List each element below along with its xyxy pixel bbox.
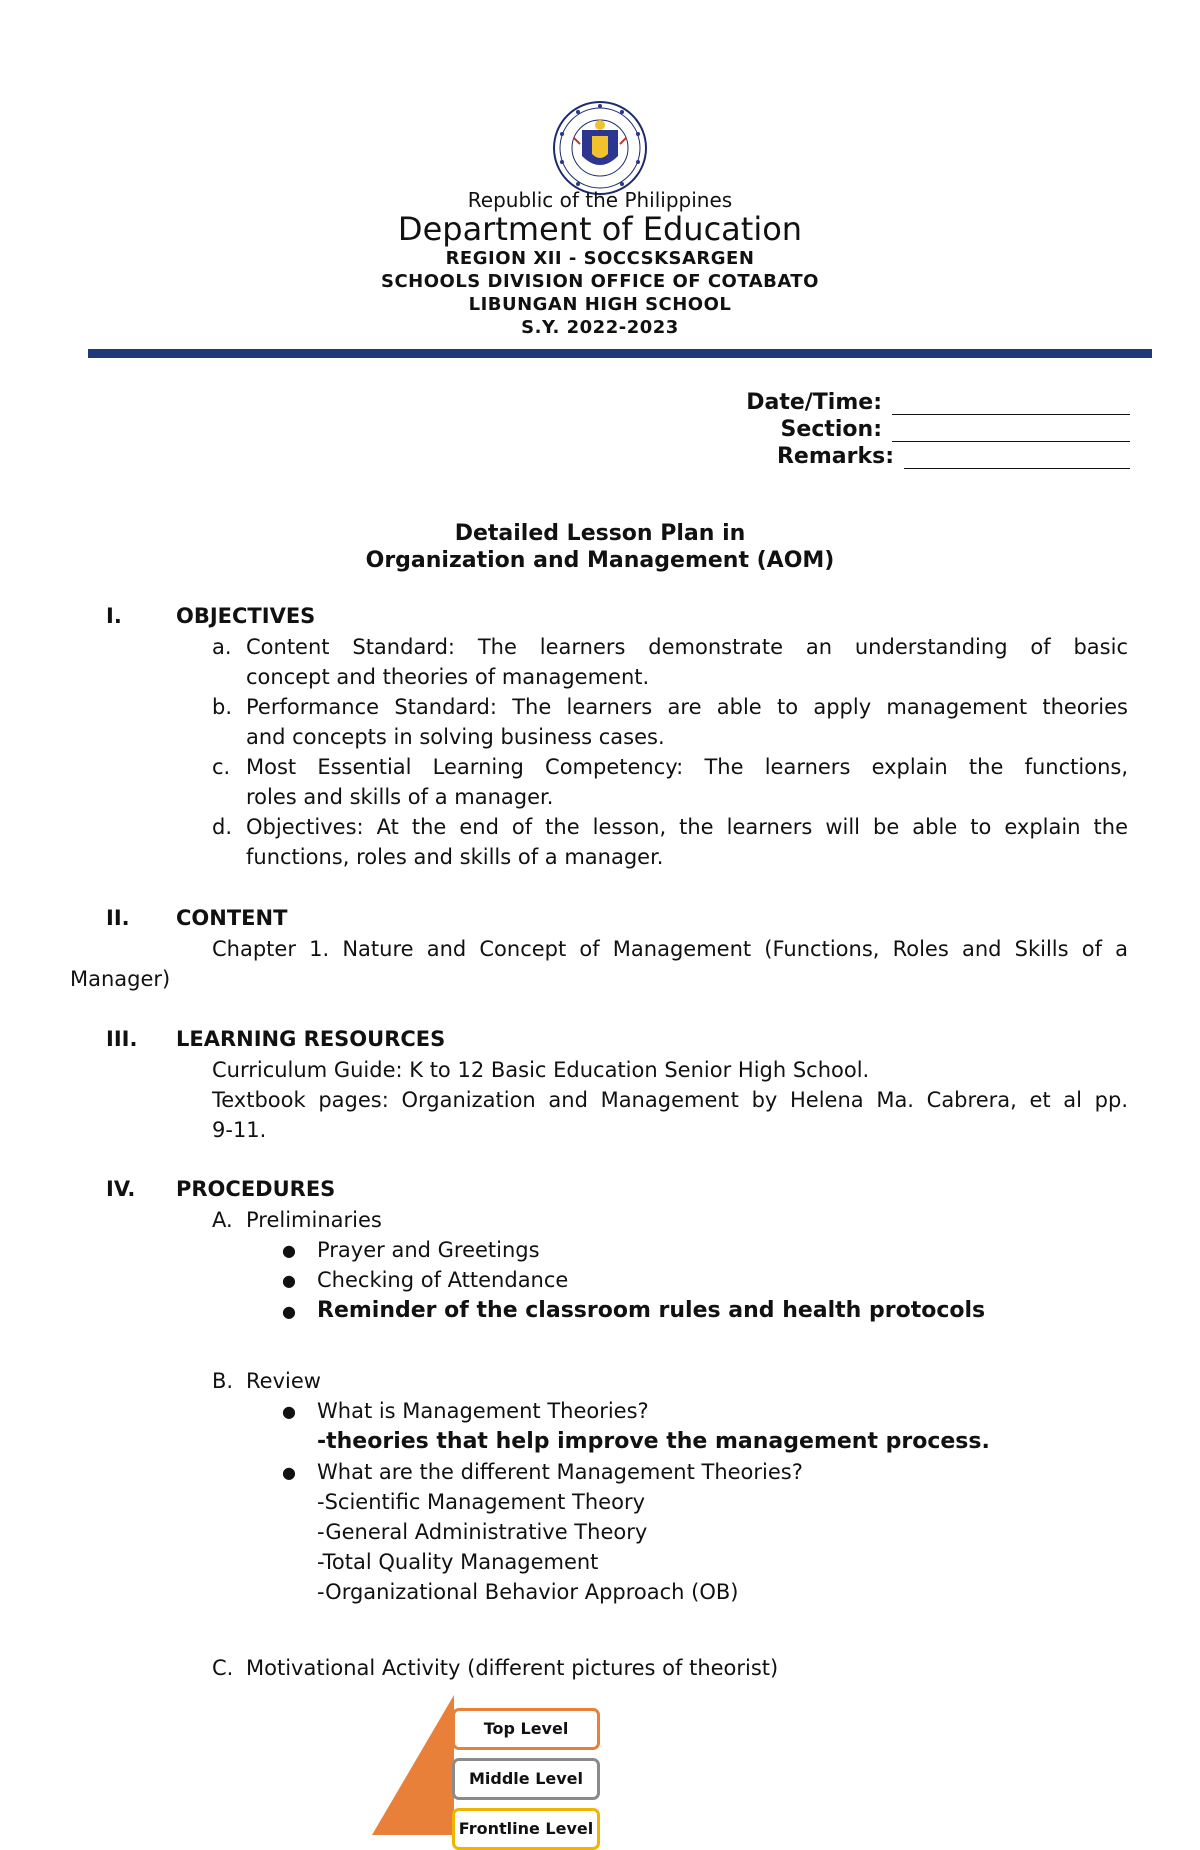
motivational-activity-label: Motivational Activity (different pictures of theorist) [246,1656,779,1680]
department-name: Department of Education [397,210,803,248]
objective-line: roles and skills of a manager. [246,785,554,809]
school-year-line: S.Y. 2022-2023 [521,317,679,338]
objective-letter: d. [212,815,233,839]
objective-line: Objectives: At the end of the lesson, the learners will be able to explain the [246,815,1128,839]
theory-item: -Scientific Management Theory [317,1490,646,1514]
deped-seal [552,100,648,196]
objective-line: functions, roles and skills of a manager. [246,845,664,869]
bullet-icon: ● [282,1463,296,1482]
textbook-text-line2: 9-11. [212,1118,267,1142]
pyramid-frontline-level: Frontline Level [452,1808,600,1850]
review-question: What are the different Management Theories? [317,1460,803,1484]
date-time-field [746,390,1130,415]
section-field [781,417,1130,442]
republic-line: Republic of the Philippines [467,188,733,212]
procedures-number: IV. [106,1177,136,1201]
content-number: II. [106,906,130,930]
school-line: LIBUNGAN HIGH SCHOOL [468,294,732,315]
step-letter: C. [212,1656,234,1680]
section-label: Section: [780,417,882,442]
objective-line: concept and theories of management. [246,665,650,689]
preliminaries-item: Prayer and Greetings [317,1238,540,1262]
content-text-line1: Chapter 1. Nature and Concept of Management (Functions, Roles and Skills of a [212,937,1128,961]
section-blank[interactable] [892,421,1130,442]
review-label: Review [246,1369,321,1393]
pyramid-top-level: Top Level [452,1708,600,1750]
theory-item: -General Administrative Theory [317,1520,648,1544]
remarks-field [777,444,1130,469]
lesson-title-line2: Organization and Management (AOM) [365,548,835,573]
preliminaries-item: Reminder of the classroom rules and health protocols [317,1298,986,1323]
objective-line: Most Essential Learning Competency: The learners explain the functions, [246,755,1128,779]
textbook-text-line1: Textbook pages: Organization and Management by Helena Ma. Cabrera, et al pp. [212,1088,1128,1112]
resources-heading: LEARNING RESOURCES [176,1027,446,1051]
header-rule [88,349,1152,358]
region-line: REGION XII - SOCCSKSARGEN [445,248,755,269]
objectives-heading: OBJECTIVES [176,604,316,628]
review-question: What is Management Theories? [317,1399,649,1423]
objective-line: and concepts in solving business cases. [246,725,665,749]
division-line: SCHOOLS DIVISION OFFICE OF COTABATO [381,271,819,292]
pyramid-middle-level: Middle Level [452,1758,600,1800]
curriculum-guide-text: Curriculum Guide: K to 12 Basic Education Senior High School. [212,1058,870,1082]
bullet-icon: ● [282,1302,296,1321]
objective-line: Performance Standard: The learners are able to apply management theories [246,695,1128,719]
content-text-line2: Manager) [70,967,171,991]
remarks-label: Remarks: [776,444,894,469]
bullet-icon: ● [282,1271,296,1290]
objective-letter: c. [212,755,231,779]
bullet-icon: ● [282,1402,296,1421]
lesson-title-line1: Detailed Lesson Plan in [454,521,746,546]
remarks-blank[interactable] [904,448,1130,469]
objective-letter: b. [212,695,233,719]
preliminaries-label: Preliminaries [246,1208,382,1232]
content-heading: CONTENT [176,906,288,930]
objectives-number: I. [106,604,122,628]
preliminaries-item: Checking of Attendance [317,1268,569,1292]
procedures-heading: PROCEDURES [176,1177,336,1201]
review-answer: -theories that help improve the management process. [317,1429,990,1454]
date-time-label: Date/Time: [746,390,882,415]
theory-item: -Total Quality Management [317,1550,599,1574]
date-time-blank[interactable] [892,394,1130,415]
theory-item: -Organizational Behavior Approach (OB) [317,1580,739,1604]
management-pyramid [372,1695,462,1839]
objective-line: Content Standard: The learners demonstrate an understanding of basic [246,635,1128,659]
objective-letter: a. [212,635,232,659]
step-letter: B. [212,1369,234,1393]
step-letter: A. [212,1208,233,1232]
bullet-icon: ● [282,1241,296,1260]
resources-number: III. [106,1027,138,1051]
